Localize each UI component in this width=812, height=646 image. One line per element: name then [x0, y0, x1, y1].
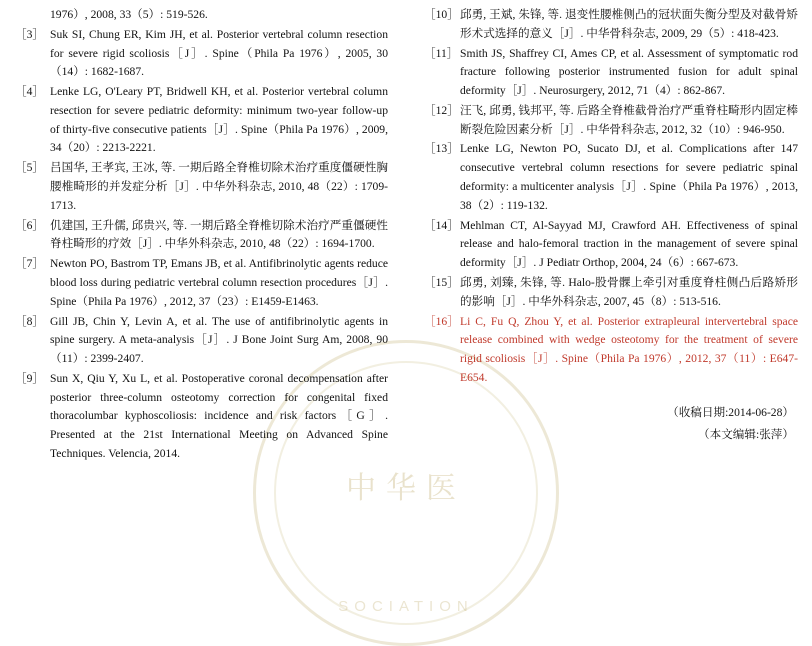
reference-number: ［14］ [424, 218, 459, 232]
reference-number: ［10］ [424, 8, 459, 21]
reference-item [424, 102, 798, 140]
reference-number: ［8］ [15, 314, 44, 328]
article-footer [424, 402, 798, 446]
reference-text: Lenke LG, O'Leary PT, Bridwell KH, et al. Posterior vertebral column resection for severe pediatric deformity: minimum two-year follow-up of thirty-five consecutive patients［J］. Spine（Phila Pa 1976）, 2009, 34（20）: 2213-2221. [50, 85, 388, 155]
left-column [14, 6, 406, 584]
reference-number: ［6］ [15, 218, 44, 232]
reference-text: 吕国华, 王孝宾, 王冰, 等. 一期后路全脊椎切除术治疗重度僵硬性胸腰椎畸形的并发症分析［J］. 中华外科杂志, 2010, 48（22）: 1709-1713. [50, 161, 388, 212]
reference-number: ［15］ [424, 275, 459, 289]
reference-number: ［9］ [15, 371, 44, 385]
reference-number: ［7］ [15, 257, 44, 271]
reference-item [424, 6, 798, 44]
reference-number: ［11］ [424, 46, 459, 60]
reference-text: Suk SI, Chung ER, Kim JH, et al. Posterior vertebral column resection for severe rigid scoliosis［J］. Spine（Phila Pa 1976）, 2005, 30（14）: 1682-1687. [50, 27, 388, 79]
reference-text: 仉建国, 王升儒, 邱贵兴, 等. 一期后路全脊椎切除术治疗严重僵硬性脊柱畸形的疗效［J］. 中华外科杂志, 2010, 48（22）: 1694-1700. [50, 218, 388, 251]
reference-item [14, 159, 388, 215]
reference-text: Gill JB, Chin Y, Levin A, et al. The use of antifibrinolytic agents in spine surgery. A meta-analysis［J］. J Bone Joint Surg Am, 2008, 90（11）: 2399-2407. [50, 314, 388, 366]
reference-text: Sun X, Qiu Y, Xu L, et al. Postoperative coronal decompensation after posterior three-column osteotomy correction for congenital fixed thoracolumbar kyphoscoliosis: incidence and risk factors［G］. Presented at the 21st International Meeting on Advanced Spine Techniques. Velencia, 2014. [50, 371, 388, 460]
reference-continued [14, 6, 388, 25]
reference-item [14, 370, 388, 464]
reference-number: ［16］ [424, 314, 459, 328]
reference-text: Mehlman CT, Al-Sayyad MJ, Crawford AH. Effectiveness of spinal release and halo-femoral traction in the management of severe spinal deformity［J］. J Pediatr Orthop, 2004, 24（6）: 667-673. [460, 218, 798, 270]
reference-text: Smith JS, Shaffrey CI, Ames CP, et al. Assessment of symptomatic rod fracture following posterior instrumented fusion for adult spinal deformity［J］. Neurosurgery, 2012, 71（4）: 862-867. [460, 46, 798, 98]
reference-number: ［4］ [15, 85, 44, 99]
reference-item [14, 217, 388, 255]
watermark-arc-text: SOCIATION [338, 598, 474, 615]
reference-item [424, 274, 798, 312]
reference-number: ［12］ [424, 103, 459, 117]
received-date: （收稿日期:2014-06-28） [667, 405, 794, 419]
reference-item-highlighted [424, 313, 798, 388]
reference-text: Newton PO, Bastrom TP, Emans JB, et al. Antifibrinolytic agents reduce blood loss during pediatric vertebral column resection procedures［J］. Spine（Phila Pa 1976）, 2012, 37（23）: E1459-E1463. [50, 257, 388, 308]
reference-text: 汪飞, 邱勇, 钱邦平, 等. 后路全脊椎截骨治疗严重脊柱畸形内固定棒断裂危险因素分析［J］. 中华骨科杂志, 2012, 32（10）: 946-950. [460, 103, 798, 136]
reference-number: ［3］ [15, 27, 44, 41]
reference-text: 1976）, 2008, 33（5）: 519-526. [50, 8, 208, 21]
editor-note: （本文编辑:张萍） [698, 427, 794, 441]
reference-item [424, 217, 798, 273]
reference-item [424, 140, 798, 215]
reference-text: 邱勇, 王斌, 朱锋, 等. 退变性腰椎侧凸的冠状面失衡分型及对截骨矫形术式选择的意义［J］. 中华骨科杂志, 2009, 29（5）: 418-423. [460, 8, 798, 40]
reference-item [424, 45, 798, 101]
reference-text: Li C, Fu Q, Zhou Y, et al. Posterior extrapleural intervertebral space release combined with wedge osteotomy for the treatment of severe rigid scoliosis［J］. Spine（Phila Pa 1976）, 2012, 37（11）: E647-E654. [460, 314, 798, 384]
reference-item [14, 26, 388, 82]
reference-text: Lenke LG, Newton PO, Sucato DJ, et al. Complications after 147 consecutive vertebral column resections for severe pediatric spinal deformity: a multicenter analysis［J］. Spine（Phila Pa 1976）, 2013, 38（2）: 119-132. [460, 142, 798, 212]
watermark-center-text: 中华医 [346, 471, 466, 506]
reference-item [14, 83, 388, 158]
reference-item [14, 255, 388, 311]
reference-text: 邱勇, 刘臻, 朱锋, 等. Halo-股骨髁上牵引对重度脊柱侧凸后路矫形的影响［J］. 中华外科杂志, 2007, 45（8）: 513-516. [460, 275, 798, 308]
reference-number: ［5］ [15, 161, 44, 175]
reference-item [14, 313, 388, 369]
reference-number: ［13］ [424, 142, 459, 156]
right-column [406, 6, 798, 584]
